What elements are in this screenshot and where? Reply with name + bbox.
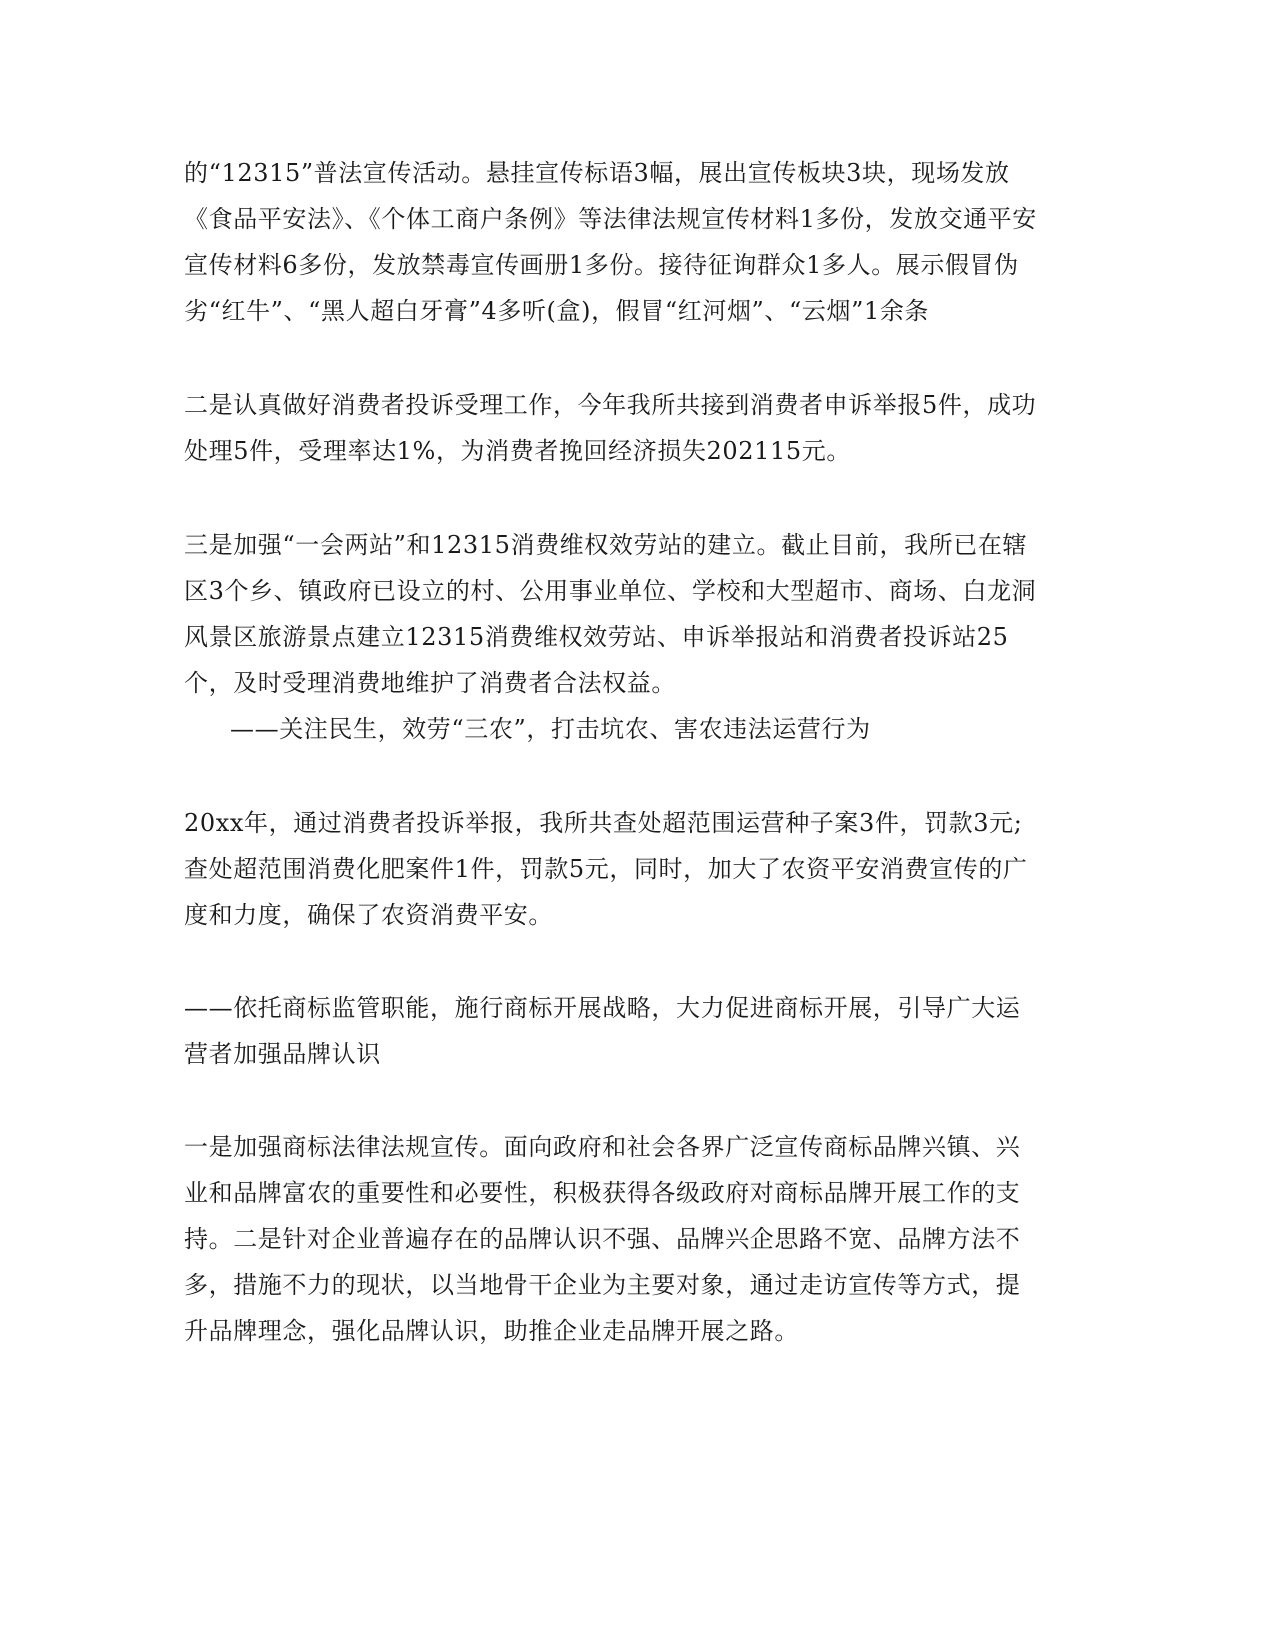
- paragraph-trademark-promotion: 一是加强商标法律法规宣传。面向政府和社会各界广泛宣传商标品牌兴镇、兴业和品牌富农的重要性和必要性，积极获得各级政府对商标品牌开展工作的支持。二是针对企业普遍存在的品牌认识不强、品牌兴企思路不宽、品牌方法不多，措施不力的现状，以当地骨干企业为主要对象，通过走访宣传等方式，提升品牌理念，强化品牌认识，助推企业走品牌开展之路。: [184, 1133, 1021, 1345]
- paragraph-service-stations: 三是加强“一会两站”和12315消费维权效劳站的建立。截止目前，我所已在辖区3个乡、镇政府已设立的村、公用事业单位、学校和大型超市、商场、白龙洞风景区旅游景点建立12315消费维权效劳站、申诉举报站和消费者投诉站25个，及时受理消费地维护了消费者合法权益。: [184, 531, 1037, 697]
- paragraph-agricultural-enforcement: 20xx年，通过消费者投诉举报，我所共查处超范围运营种子案3件，罚款3元;查处超范围消费化肥案件1件，罚款5元，同时，加大了农资平安消费宣传的广度和力度，确保了农资消费平安。: [184, 809, 1028, 929]
- section-heading-rural-livelihood: ——关注民生，效劳“三农”，打击坑农、害农违法运营行为: [230, 715, 871, 743]
- section-heading-trademark-strategy: ——依托商标监管职能，施行商标开展战略，大力促进商标开展，引导广大运营者加强品牌认识: [184, 994, 1021, 1068]
- paragraph-legal-promotion: 的“12315”普法宣传活动。悬挂宣传标语3幅，展出宣传板块3块，现场发放《食品平安法》、《个体工商户条例》等法律法规宣传材料1多份，发放交通平安宣传材料6多份，发放禁毒宣传画册1多份。接待征询群众1多人。展示假冒伪劣“红牛”、“黑人超白牙膏”4多听(盒)，假冒“红河烟”、“云烟”1余条: [184, 159, 1037, 325]
- paragraph-complaint-handling: 二是认真做好消费者投诉受理工作，今年我所共接到消费者申诉举报5件，成功处理5件，受理率达1%，为消费者挽回经济损失202115元。: [184, 391, 1037, 465]
